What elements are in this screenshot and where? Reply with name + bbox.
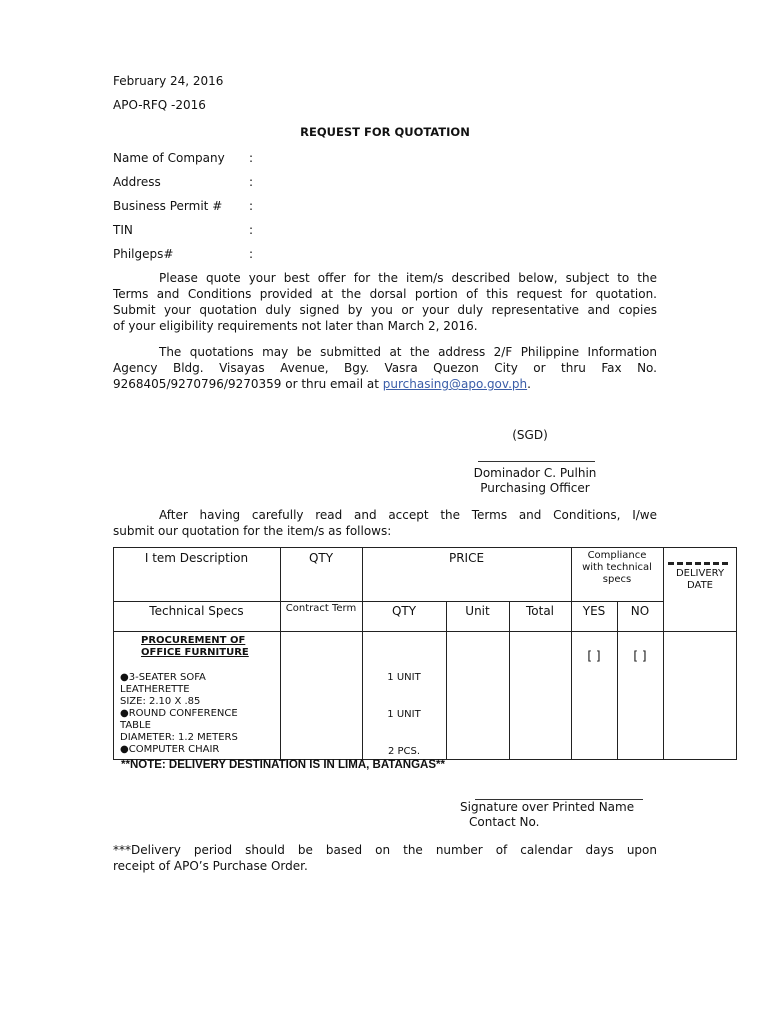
document-title: REQUEST FOR QUOTATION bbox=[300, 125, 470, 139]
email-link[interactable]: purchasing@apo.gov.ph bbox=[382, 377, 528, 391]
section-title: OFFICE FURNITURE bbox=[141, 647, 249, 658]
header-no: NO bbox=[630, 604, 650, 618]
reference-number: APO-RFQ -2016 bbox=[113, 98, 206, 112]
paragraph-line: Agency Bldg. Visayas Avenue, Bgy. Vasra Quezon City or thru Fax No. bbox=[113, 361, 657, 375]
paragraph-line: Terms and Conditions provided at the dorsal portion of this request for quotation. bbox=[113, 287, 657, 301]
field-colon: : bbox=[249, 223, 254, 237]
paragraph-text: . bbox=[527, 377, 531, 391]
officer-name: Dominador C. Pulhin bbox=[473, 466, 597, 480]
signed-mark: (SGD) bbox=[512, 428, 548, 442]
item-description-line: TABLE bbox=[120, 720, 151, 731]
paragraph-line: of your eligibility requirements not later than March 2, 2016. bbox=[113, 319, 478, 333]
header-technical-specs: Technical Specs bbox=[149, 604, 244, 618]
paragraph-line: The quotations may be submitted at the address 2/F Philippine Information bbox=[159, 345, 657, 359]
item-description-line: ●ROUND CONFERENCE bbox=[120, 708, 238, 719]
field-label-tin: TIN bbox=[113, 223, 133, 237]
delivery-header-dash-mark bbox=[668, 562, 728, 568]
delivery-period-paragraph bbox=[113, 842, 657, 874]
paragraph-text: 9268405/9270796/9270359 or thru email at bbox=[113, 377, 383, 391]
header-price: PRICE bbox=[448, 551, 485, 565]
paragraph-line: submit our quotation for the item/s as follows: bbox=[113, 524, 392, 538]
submission-paragraph bbox=[113, 344, 657, 392]
header-yes: YES bbox=[582, 604, 606, 618]
field-colon: : bbox=[249, 175, 254, 189]
field-colon: : bbox=[249, 199, 254, 213]
acceptance-paragraph bbox=[113, 507, 657, 539]
field-label-company: Name of Company bbox=[113, 151, 225, 165]
paragraph-line: Submit your quotation duly signed by you or your duly representative and copies bbox=[113, 303, 657, 317]
item-qty: 2 PCS. bbox=[387, 746, 421, 757]
contact-label: Contact No. bbox=[469, 815, 540, 829]
item-description-line: ●COMPUTER CHAIR bbox=[120, 744, 220, 755]
item-description-line: DIAMETER: 1.2 METERS bbox=[120, 732, 238, 743]
field-colon: : bbox=[249, 151, 254, 165]
item-description-line: ●3-SEATER SOFA bbox=[120, 672, 206, 683]
delivery-note: **NOTE: DELIVERY DESTINATION IS IN LIMA, BATANGAS** bbox=[121, 759, 445, 771]
yes-checkbox[interactable]: [ ] bbox=[587, 649, 601, 663]
header-unit: Unit bbox=[465, 604, 490, 618]
header-delivery-date: DELIVERY DATE bbox=[675, 568, 725, 591]
officer-signature-line bbox=[478, 461, 595, 462]
header-item-description: I tem Description bbox=[144, 551, 249, 565]
quotation-table bbox=[113, 547, 737, 760]
field-label-business-permit: Business Permit # bbox=[113, 199, 223, 213]
field-label-philgeps: Philgeps# bbox=[113, 247, 174, 261]
paragraph-line: Please quote your best offer for the item/s described below, subject to the bbox=[159, 271, 657, 285]
item-qty: 1 UNIT bbox=[387, 709, 421, 720]
header-total: Total bbox=[525, 604, 555, 618]
header-compliance: Compliance with technical specs bbox=[582, 550, 652, 585]
item-description-line: SIZE: 2.10 X .85 bbox=[120, 696, 201, 707]
instructions-paragraph bbox=[113, 270, 657, 334]
no-checkbox[interactable]: [ ] bbox=[633, 649, 647, 663]
section-title: PROCUREMENT OF bbox=[141, 635, 246, 646]
header-contract-term: Contract Term bbox=[285, 603, 357, 614]
header-qty-price: QTY bbox=[391, 604, 417, 618]
officer-position: Purchasing Officer bbox=[480, 481, 590, 495]
header-qty: QTY bbox=[308, 551, 334, 565]
item-qty: 1 UNIT bbox=[387, 672, 421, 683]
signature-label: Signature over Printed Name bbox=[460, 800, 635, 814]
document-date: February 24, 2016 bbox=[113, 74, 224, 88]
field-label-address: Address bbox=[113, 175, 161, 189]
item-description-line: LEATHERETTE bbox=[120, 684, 190, 695]
paragraph-line bbox=[113, 376, 657, 392]
field-colon: : bbox=[249, 247, 254, 261]
paragraph-line: ***Delivery period should be based on the number of calendar days upon bbox=[113, 843, 657, 857]
paragraph-line: receipt of APO’s Purchase Order. bbox=[113, 859, 308, 873]
paragraph-line: After having carefully read and accept the Terms and Conditions, I/we bbox=[159, 508, 657, 522]
